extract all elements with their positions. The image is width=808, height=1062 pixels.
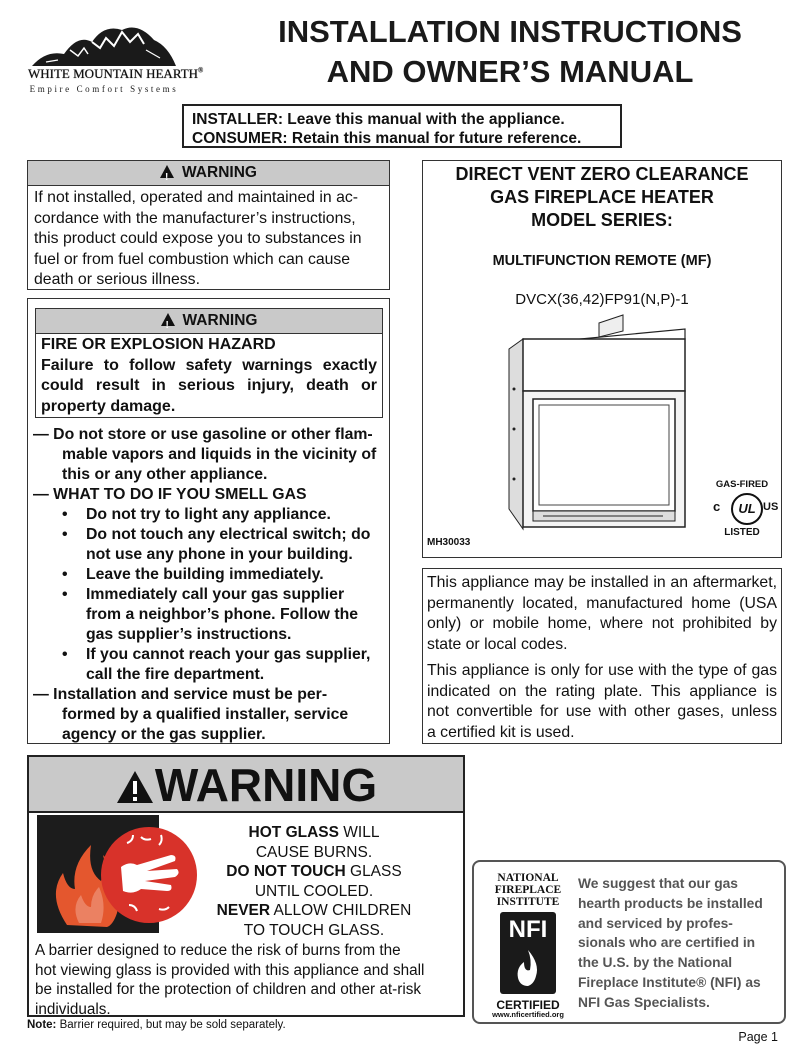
hot-glass-line: TO TOUCH GLASS. — [243, 921, 385, 939]
nfi-org-line: INSTITUTE — [496, 896, 560, 908]
note-line: only) or mobile home, where not prohibited by — [427, 615, 777, 632]
list-item: — Do not store or use gasoline or other flam- — [33, 426, 373, 443]
brand-name: WHITE MOUNTAIN HEARTH® — [28, 66, 204, 81]
barrier-line: be installed for the protection of children and other at-risk — [35, 981, 422, 998]
bullet-icon: • — [62, 506, 68, 523]
warning-line: If not installed, operated and maintained in ac- — [34, 189, 359, 206]
installer-notice — [182, 104, 622, 148]
list-item: Leave the building immediately. — [86, 566, 324, 583]
warning-triangle-icon — [161, 313, 175, 326]
list-item: this or any other appliance. — [62, 466, 268, 483]
list-item: — Installation and service must be per- — [33, 686, 328, 703]
product-title-line: GAS FIREPLACE HEATER — [490, 187, 714, 207]
list-item: not use any phone in your building. — [86, 546, 353, 563]
warning-line: this product could expose you to substances in — [34, 230, 362, 247]
hazard-title: FIRE OR EXPLOSION HAZARD — [41, 336, 276, 353]
bullet-icon: • — [62, 646, 68, 663]
list-item: call the fire department. — [86, 666, 265, 683]
list-item: Do not touch any electrical switch; do — [86, 526, 371, 543]
note-line: not convertible for use with other gases, unless — [427, 703, 777, 720]
list-item: gas supplier’s instructions. — [86, 626, 292, 643]
nfi-line: the U.S. by the National — [578, 955, 733, 971]
warning-heading: !WARNING — [28, 161, 389, 186]
brand-subtitle: Empire Comfort Systems — [29, 84, 179, 94]
list-item: formed by a qualified installer, service — [62, 706, 349, 723]
warning-box-substances — [27, 160, 390, 290]
product-subtitle: MULTIFUNCTION REMOTE (MF) — [492, 253, 712, 269]
hazard-line: property damage. — [41, 397, 176, 415]
note-line: This appliance may be installed in an aftermarket, — [427, 574, 777, 591]
cert-gas-fired: GAS-FIRED — [715, 479, 769, 490]
hot-glass-line: HOT GLASS WILL — [248, 824, 380, 841]
list-item: Immediately call your gas supplier — [86, 586, 345, 603]
nfi-line: Fireplace Institute® (NFI) as — [578, 974, 761, 990]
consumer-line: CONSUMER: Retain this manual for future reference. — [192, 130, 582, 147]
nfi-line: We suggest that our gas — [578, 876, 738, 891]
cert-c: c — [713, 499, 721, 514]
hot-glass-line: CAUSE BURNS. — [255, 843, 373, 861]
warning-box-fire — [35, 308, 383, 418]
model-number: DVCX(36,42)FP91(N,P)-1 — [515, 291, 689, 308]
list-item: — WHAT TO DO IF YOU SMELL GAS — [33, 486, 307, 503]
nfi-badge — [500, 912, 556, 994]
fireplace-illustration — [503, 309, 703, 539]
flame-icon — [500, 946, 556, 990]
hot-glass-warning-box — [27, 755, 465, 1017]
bullet-icon: • — [62, 526, 68, 543]
hazard-line: Failure to follow safety warnings exactly — [41, 356, 377, 374]
note-line: indicated on the rating plate. This appliance is — [427, 682, 777, 700]
hazard-line: could result in serious injury, death or — [41, 377, 377, 394]
nfi-recommendation — [578, 874, 778, 1013]
bullet-icon: • — [62, 566, 68, 583]
warning-line: fuel or from fuel combustion which can cause — [34, 250, 351, 268]
warning-triangle-icon — [115, 769, 155, 805]
note-line: state or local codes. — [427, 635, 568, 653]
warning-triangle-icon — [160, 165, 174, 178]
page-title-line2: AND OWNER’S MANUAL — [326, 54, 694, 89]
mountain-icon — [26, 20, 182, 70]
install-notes-text — [423, 569, 781, 743]
nfi-line: hearth products be installed — [578, 895, 763, 911]
cert-us: US — [763, 501, 779, 513]
page-title-line1: INSTALLATION INSTRUCTIONS — [278, 14, 742, 49]
nfi-url: www.nficertified.org — [492, 1010, 564, 1019]
warning-line: death or serious illness. — [34, 271, 200, 288]
list-item: If you cannot reach your gas supplier, — [86, 646, 371, 663]
product-title-line: MODEL SERIES: — [531, 210, 673, 230]
note-line: a certified kit is used. — [427, 723, 575, 741]
barrier-line: hot viewing glass is provided with this appliance and shall — [35, 961, 425, 979]
hot-glass-line: UNTIL COOLED. — [254, 882, 374, 900]
barrier-text — [35, 941, 461, 1019]
list-item: agency or the gas supplier. — [62, 726, 266, 743]
note-line: permanently located, manufactured home (USA — [427, 594, 777, 612]
nfi-org-name — [488, 872, 568, 908]
ul-listed-icon: UL — [731, 493, 763, 525]
warning-line: cordance with the manufacturer’s instructions, — [34, 209, 356, 227]
warning-body — [28, 186, 389, 293]
nfi-org-line: FIREPLACE — [494, 884, 562, 896]
nfi-line: NFI Gas Specialists. — [578, 994, 710, 1010]
figure-code: MH30033 — [427, 537, 471, 548]
hot-glass-text — [199, 823, 429, 940]
barrier-line: A barrier designed to reduce the risk of burns from the — [35, 942, 401, 959]
warning-heading: !WARNING — [36, 309, 382, 334]
barrier-line: individuals. — [35, 1000, 111, 1018]
product-title-line: DIRECT VENT ZERO CLEARANCE — [455, 164, 749, 184]
nfi-certified-label: CERTIFIED — [496, 998, 560, 1012]
barrier-note: Note: Barrier required, but may be sold separately. — [27, 1019, 286, 1031]
nfi-badge-text: NFI — [508, 916, 548, 943]
list-item: from a neighbor’s phone. Follow the — [86, 606, 359, 623]
product-title — [423, 163, 781, 232]
product-info-box — [422, 160, 782, 558]
nfi-line: sionals who are certified in — [578, 935, 756, 951]
installation-notes-box — [422, 568, 782, 744]
list-item: mable vapors and liquids in the vicinity of — [62, 446, 377, 463]
hot-glass-warning-heading: WARNING — [29, 757, 463, 813]
note-line: This appliance is only for use with the type of gas — [427, 662, 777, 679]
hot-glass-line: NEVER ALLOW CHILDREN — [216, 902, 412, 919]
list-item: Do not try to light any appliance. — [86, 506, 331, 523]
fire-hazard-body — [36, 334, 382, 418]
nfi-certification-box — [472, 860, 786, 1024]
hot-glass-line: DO NOT TOUCH GLASS — [226, 863, 402, 880]
bullet-icon: • — [62, 586, 68, 603]
nfi-org-line: NATIONAL — [497, 872, 559, 884]
cert-listed: LISTED — [724, 527, 760, 538]
hot-glass-hand-icon — [37, 815, 197, 933]
installer-line: INSTALLER: Leave this manual with the appliance. — [192, 111, 565, 128]
nfi-line: and serviced by profes- — [578, 915, 733, 931]
page-number: Page 1 — [738, 1030, 778, 1044]
